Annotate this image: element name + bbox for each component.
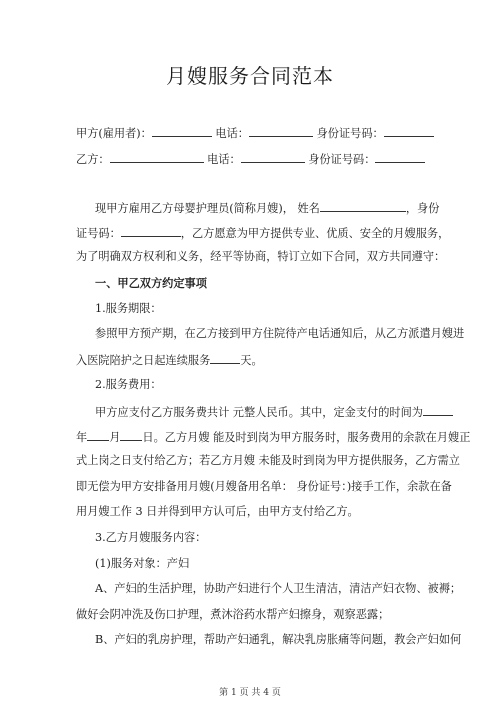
item-1-text: 天。: [240, 354, 263, 367]
item-2-text: 日。乙方月嫂 能及时到岗为甲方服务时，服务费用的余款在月嫂正: [142, 431, 471, 444]
party-b-line: [76, 151, 426, 167]
item-2-line-2: [76, 429, 471, 445]
party-b-id-blank: [375, 151, 425, 163]
deposit-month-blank: [87, 429, 109, 441]
item-2-line-1: [76, 404, 428, 420]
intro-text: ，身份: [405, 202, 440, 215]
party-b-name-blank: [110, 151, 204, 163]
item-1-line-2: [76, 352, 428, 368]
party-b-phone-label: 电话：: [207, 153, 241, 166]
party-a-phone-blank: [249, 125, 313, 137]
party-b-phone-blank: [241, 151, 305, 163]
intro-line-2: [76, 225, 450, 241]
item-2-text: 月: [109, 431, 121, 444]
employee-id-blank: [121, 225, 181, 237]
section-heading: 一、甲乙双方约定事项: [95, 276, 207, 290]
item-3-a-line-2: 做好会阴冲洗及伤口护理，煮沐浴药水帮产妇擦身，观察恶露；: [76, 608, 390, 621]
page-title: 月嫂服务合同范本: [166, 64, 334, 88]
party-a-line: [76, 125, 426, 141]
intro-line-3: 为了明确双方权利和义务，经平等协商，特订立如下合同，双方共同遵守：: [76, 250, 446, 263]
party-b-label: 乙方：: [76, 153, 110, 166]
party-b-id-label: 身份证号码：: [308, 153, 376, 166]
party-a-label: 甲方(雇用者)：: [76, 127, 152, 140]
item-3-a-line-1: A、产妇的生活护理，协助产妇进行个人卫生清洁，清洁产妇衣物、被褥；: [95, 582, 462, 595]
party-a-name-blank: [152, 125, 212, 137]
service-days-blank: [210, 352, 240, 364]
item-2-text: 年: [76, 431, 88, 444]
item-2-line-5: 用月嫂工作 3 日并得到甲方认可后，由甲方支付给乙方。: [76, 505, 359, 518]
item-1-title: 1.服务期限：: [95, 302, 162, 315]
employee-name-blank: [320, 200, 406, 212]
item-2-line-3: 式上岗之日支付给乙方；若乙方月嫂 未能及时到岗为甲方提供服务，乙方需立: [76, 454, 460, 467]
deposit-day-blank: [120, 429, 142, 441]
item-2-line-4: 即无偿为甲方安排备用月嫂(月嫂备用名单： 身份证号：)接手工作，余款在备: [76, 480, 452, 493]
deposit-year-blank: [423, 404, 453, 416]
item-3-sub-1: (1)服务对象：产妇: [95, 557, 190, 570]
item-3-b-line-1: B、产妇的乳房护理，帮助产妇通乳，解决乳房胀痛等问题，教会产妇如何: [95, 633, 462, 646]
page-footer: 第 1 页 共 4 页: [219, 688, 281, 698]
item-2-text: 甲方应支付乙方服务费共计 元整人民币。其中，定金支付的时间为: [95, 406, 423, 419]
intro-line-1: [76, 200, 440, 216]
party-a-phone-label: 电话：: [215, 127, 249, 140]
item-3-title: 3.乙方月嫂服务内容：: [95, 531, 207, 544]
intro-text: 现甲方雇用乙方母婴护理员(简称月嫂)， 姓名: [95, 202, 320, 215]
intro-text: 证号码：: [76, 227, 121, 240]
party-a-id-label: 身份证号码：: [316, 127, 384, 140]
item-2-title: 2.服务费用：: [95, 378, 162, 391]
item-1-text: 入医院陪护之日起连续服务: [76, 354, 211, 367]
item-1-line-1: 参照甲方预产期，在乙方接到甲方住院待产电话通知后，从乙方派遣月嫂进: [95, 327, 465, 340]
intro-text: ，乙方愿意为甲方提供专业、优质、安全的月嫂服务，: [180, 227, 450, 240]
party-a-id-blank: [384, 125, 434, 137]
